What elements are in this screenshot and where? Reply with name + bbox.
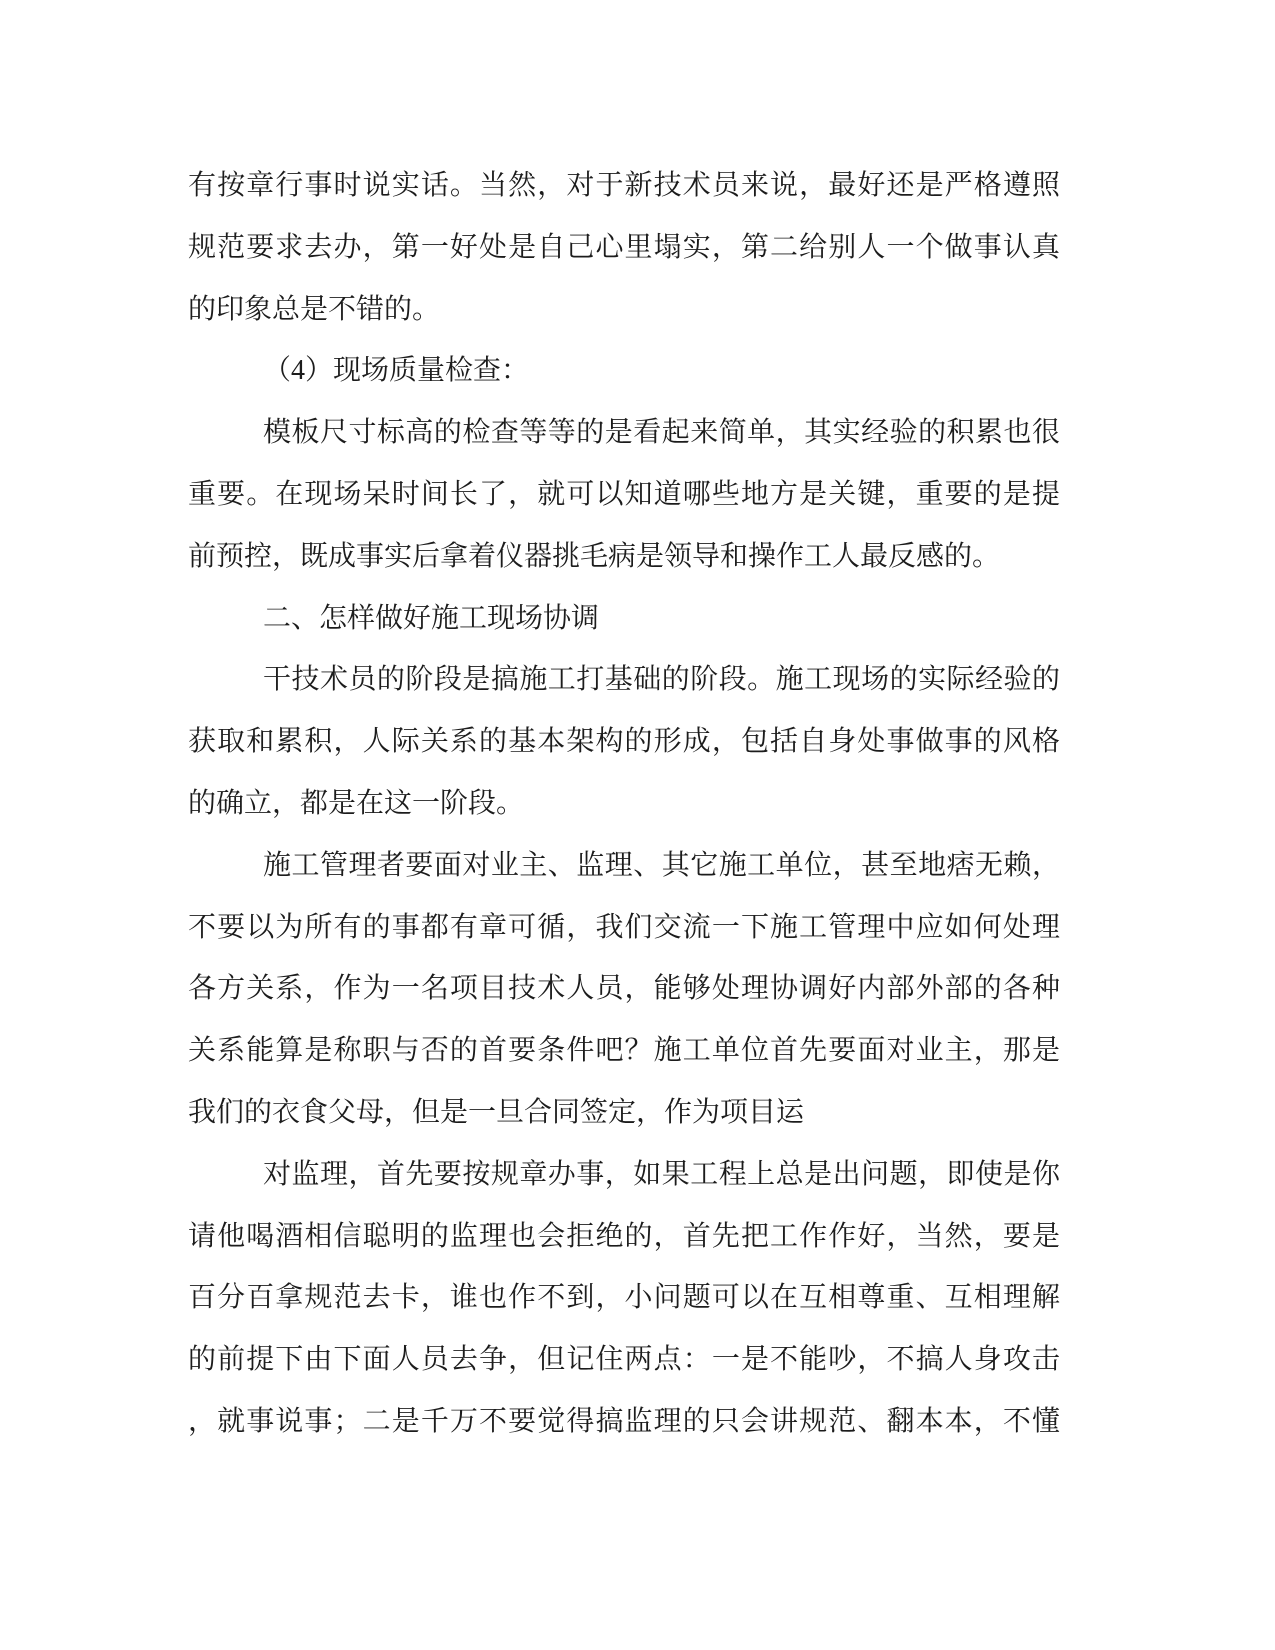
text-line: 的印象总是不错的。 — [188, 293, 441, 325]
text-line: 我们的衣食父母，但是一旦合同签定，作为项目运 — [188, 1096, 805, 1128]
text-line: 百分百拿规范去卡，谁也作不到，小问题可以在互相尊重、互相理解 — [188, 1282, 1060, 1314]
text-line: 干技术员的阶段是搞施工打基础的阶段。施工现场的实际经验的 — [263, 664, 1060, 696]
text-line: 关系能算是称职与否的首要条件吧？施工单位首先要面对业主，那是 — [188, 1035, 1060, 1067]
text-line: 有按章行事时说实话。当然，对于新技术员来说，最好还是严格遵照 — [188, 170, 1060, 201]
text-line: 规范要求去办，第一好处是自己心里塌实，第二给别人一个做事认真 — [188, 231, 1060, 263]
text-block — [188, 155, 1060, 1453]
text-line: 的前提下由下面人员去争，但记住两点：一是不能吵，不搞人身攻击 — [188, 1344, 1060, 1376]
text-line: 请他喝酒相信聪明的监理也会拒绝的，首先把工作作好，当然，要是 — [188, 1220, 1060, 1252]
text-line: 的确立，都是在这一阶段。 — [188, 787, 525, 819]
text-line: 施工管理者要面对业主、监理、其它施工单位，甚至地痞无赖， — [263, 849, 1060, 881]
text-line: 前预控，既成事实后拿着仪器挑毛病是领导和操作工人最反感的。 — [188, 540, 1001, 572]
text-line: 获取和累积，人际关系的基本架构的形成，包括自身处事做事的风格 — [188, 726, 1060, 758]
text-line: ，就事说事；二是千万不要觉得搞监理的只会讲规范、翻本本，不懂 — [188, 1405, 1060, 1437]
text-line: 不要以为所有的事都有章可循，我们交流一下施工管理中应如何处理 — [188, 911, 1060, 943]
section-2-heading: 二、怎样做好施工现场协调 — [263, 602, 600, 634]
text-line: 模板尺寸标高的检查等等的是看起来简单，其实经验的积累也很 — [263, 417, 1060, 449]
text-line: 重要。在现场呆时间长了，就可以知道哪些地方是关键，重要的是提 — [188, 478, 1060, 510]
text-line: 对监理，首先要按规章办事，如果工程上总是出问题，即使是你 — [263, 1158, 1060, 1190]
text-line: 各方关系，作为一名项目技术人员，能够处理协调好内部外部的各种 — [188, 973, 1060, 1005]
list-item-4-heading: （4）现场质量检查： — [263, 355, 530, 387]
